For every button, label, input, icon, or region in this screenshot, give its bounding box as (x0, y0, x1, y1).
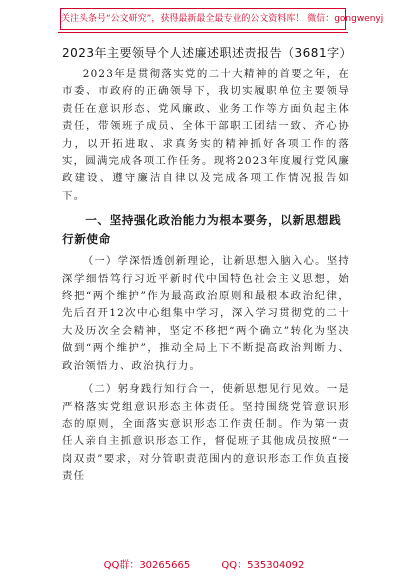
footer-contact (0, 556, 408, 571)
section-heading: 一、坚持强化政治能力为根本要务，以新思想践行新使命 (62, 213, 342, 247)
header-divider (58, 32, 348, 33)
footer-qq: QQ：535304092 (221, 560, 305, 571)
intro-paragraph: 2023年是贯彻落实党的二十大精神的首要之年，在市委、市政府的正确领导下，我切实履职单位主要领导责任在意识形态、党风廉政、业务工作等方面负起主体责任，带领班子成员、全体干部职工团结一致、齐心协力，以开拓进取、求真务实的精神抓好各项工作的落实，圆满完成各项工作任务。现将2023年度履行党风廉政建设、遵守廉洁自律以及完成各项工作情况报告如下。 (62, 68, 350, 202)
body-paragraph: （二）躬身践行知行合一，使新思想见行见效。一是严格落实党组意识形态主体责任。坚持围绕党管意识形态的原则，全面落实意识形态工作责任制。作为第一责任人亲自主抓意识形态工作，督促班子其他成员按照“一岗双责”要求，对分管职责范围内的意识形态工作负直接责任 (62, 383, 350, 483)
document-body (62, 44, 353, 486)
body-paragraph: （一）学深悟透创新理论，让新思想入脑入心。坚持深学细悟笃行习近平新时代中国特色社会主义思想，始终把“两个维护”作为最高政治原则和最根本政治纪律，先后召开12次中心组集中学习，深入学习贯彻党的二十大及历次全会精神，坚定不移把“两个确立”转化为坚决做到“两个维护”，推动全局上下不断提高政治判断力、政治领悟力、政治执行力。 (62, 255, 350, 372)
header-banner: 关注头条号“公文研究”，获得最新最全最专业的公文资料库！ 微信：gongwenyj (60, 8, 346, 30)
document-title: 2023年主要领导个人述廉述职述责报告（3681字） (62, 46, 353, 60)
footer-qq-group: QQ群：30265665 (103, 560, 191, 571)
